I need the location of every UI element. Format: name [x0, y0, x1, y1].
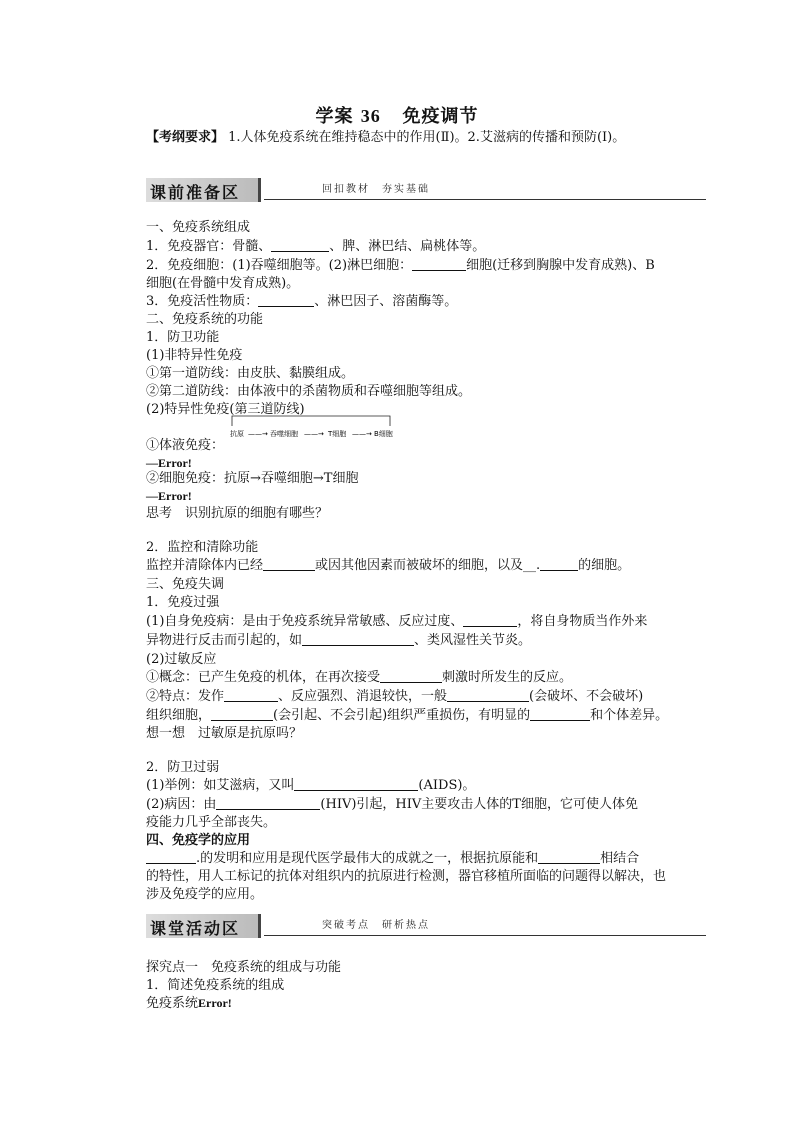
section-band — [146, 178, 261, 202]
text-line — [146, 758, 666, 777]
text: ①概念：已产生免疫的机体，在再次接受 — [146, 670, 381, 685]
text: 、反应强烈、消退较快，一般 — [278, 689, 448, 704]
flow-bracket — [232, 416, 390, 426]
exam-requirements — [146, 126, 625, 145]
text-line — [146, 556, 666, 575]
fill-blank[interactable] — [211, 707, 273, 721]
section-heading: 课堂活动区 — [150, 919, 241, 938]
text: ②第二道防线：由体液中的杀菌物质和吞噬细胞等组成。 — [146, 384, 472, 399]
text: ①体液免疫： — [146, 438, 225, 453]
text-line — [146, 382, 666, 401]
text-line — [146, 867, 666, 886]
text: (HIV)引起，HIV主要攻击人体的T细胞，它可使人体免 — [320, 797, 638, 812]
text: 、脾、淋巴结、扁桃体等。 — [329, 239, 486, 254]
requirements-label: 【考纲要求】 — [146, 130, 225, 145]
text: 3．免疫活性物质： — [146, 294, 259, 309]
text: 2．免疫细胞：(1)吞噬细胞等。(2)淋巴细胞： — [146, 258, 413, 273]
text: 疫能力几乎全部丧失。 — [146, 815, 277, 830]
flow-arrow: ——→ — [304, 430, 324, 438]
text: 、类风湿性关节炎。 — [414, 633, 532, 648]
flow-node: 抗原 — [230, 430, 244, 438]
page-title — [0, 102, 794, 128]
text-line — [146, 400, 666, 419]
fill-blank[interactable] — [294, 777, 418, 791]
text: 2．监控和清除功能 — [146, 540, 259, 555]
text: (2)过敏反应 — [146, 652, 217, 667]
text: (2)特异性免疫(第三道防线) — [146, 402, 305, 417]
text-line — [146, 256, 666, 275]
heading-1: 一、免疫系统组成 — [146, 220, 251, 235]
fill-blank[interactable] — [302, 632, 414, 646]
text-line — [146, 364, 666, 383]
fill-blank[interactable] — [263, 557, 315, 571]
text: 细胞(在骨髓中发育成熟)。 — [146, 276, 300, 291]
text: 组织细胞， — [146, 708, 212, 723]
text-line — [146, 724, 666, 743]
text: 1．简述免疫系统的组成 — [146, 978, 285, 993]
text-line — [146, 237, 666, 256]
flow-node: B细胞 — [374, 430, 393, 438]
section-header-pre — [146, 178, 706, 202]
text: ①第一道防线：由皮肤、黏膜组成。 — [146, 366, 355, 381]
fill-blank[interactable] — [258, 293, 314, 307]
text-line — [146, 976, 666, 995]
text-line — [146, 776, 666, 795]
text-line — [146, 650, 666, 669]
fill-blank[interactable] — [538, 850, 600, 864]
title-number: 36 — [360, 106, 381, 126]
text-line — [146, 706, 669, 725]
section-subtitle: 回扣教材 夯实基础 — [322, 184, 430, 195]
requirements-text: 1.人体免疫系统在维持稳态中的作用(Ⅱ)。2.艾滋病的传播和预防(Ⅰ)。 — [228, 130, 626, 145]
text: 细胞(迁移到胸腺中发育成熟)、B — [466, 258, 655, 273]
text-line — [146, 668, 666, 687]
fill-blank[interactable] — [224, 688, 278, 702]
text: 想一想 过敏原是抗原吗？ — [146, 726, 303, 741]
flow-node: T细胞 — [328, 430, 347, 438]
text: 1．免疫过强 — [146, 595, 220, 610]
text-line — [146, 504, 666, 523]
text: 四、免疫学的应用 — [146, 833, 251, 848]
text: —Error! — [146, 489, 192, 503]
text-line — [146, 292, 666, 311]
title-topic: 免疫调节 — [402, 106, 479, 127]
text: ②细胞免疫：抗原→吞噬细胞→T细胞 — [146, 471, 359, 486]
text-line — [146, 218, 666, 237]
text: ②特点：发作 — [146, 689, 225, 704]
section-heading: 课前准备区 — [150, 183, 241, 202]
fill-blank[interactable] — [447, 688, 529, 702]
text: (1)举例：如艾滋病，又叫 — [146, 778, 295, 793]
text: (会引起、不会引起)组织严重损伤，有明显的 — [273, 708, 531, 723]
text: 1．防卫功能 — [146, 330, 220, 345]
flow-arrow: ——→ — [248, 430, 268, 438]
text: 2．防卫过弱 — [146, 760, 220, 775]
text-line — [146, 831, 666, 850]
text: 或因其他因素而被破坏的细胞，以及__. — [315, 558, 541, 573]
text-line — [146, 958, 666, 977]
title-prefix: 学案 — [315, 106, 354, 127]
text-line — [146, 274, 666, 293]
text-line — [146, 994, 666, 1013]
fill-blank[interactable] — [412, 257, 466, 271]
error-text: Error! — [198, 996, 232, 1010]
text: 、淋巴因子、溶菌酶等。 — [314, 294, 458, 309]
fill-blank[interactable] — [540, 557, 578, 571]
text: 相结合 — [600, 851, 640, 866]
text-line — [146, 795, 666, 814]
text: 异物进行反击而引起的，如 — [146, 633, 303, 648]
text-line — [146, 813, 666, 832]
text-line — [146, 575, 666, 594]
text: 1．免疫器官：骨髓、 — [146, 239, 272, 254]
fill-blank[interactable] — [463, 613, 517, 627]
text: 监控并清除体内已经 — [146, 558, 264, 573]
text: 涉及免疫学的应用。 — [146, 887, 264, 902]
section-header-class — [146, 914, 706, 938]
text: .的发明和应用是现代医学最伟大的成就之一，根据抗原能和 — [196, 851, 539, 866]
text: 三、免疫失调 — [146, 577, 225, 592]
text: (1)非特异性免疫 — [146, 348, 243, 363]
text: 免疫系统 — [146, 996, 199, 1011]
fill-blank[interactable] — [530, 707, 590, 721]
section-rule — [264, 935, 706, 936]
text: —Error! — [146, 456, 192, 470]
fill-blank[interactable] — [271, 238, 329, 252]
text-line — [146, 346, 666, 365]
text: 思考 识别抗原的细胞有哪些？ — [146, 506, 329, 521]
text-line — [146, 310, 666, 329]
text: 二、免疫系统的功能 — [146, 312, 264, 327]
flow-node: 吞噬细胞 — [270, 430, 298, 438]
text: (会破坏、不会破坏) — [529, 689, 644, 704]
text-line — [146, 469, 666, 488]
text-line — [146, 885, 666, 904]
section-band — [146, 914, 261, 938]
text-line — [146, 593, 666, 612]
flow-arrow: ——→ — [352, 430, 372, 438]
text: 的细胞。 — [578, 558, 631, 573]
text-line — [146, 687, 666, 706]
fill-blank[interactable] — [146, 850, 196, 864]
text-line — [146, 328, 666, 347]
text-line — [146, 612, 666, 631]
text: 和个体差异。 — [590, 708, 669, 723]
humoral-flow-diagram — [230, 412, 400, 438]
section-subtitle: 突破考点 研析热点 — [322, 920, 430, 931]
text: 刺激时所发生的反应。 — [442, 670, 573, 685]
text: (2)病因：由 — [146, 797, 217, 812]
text: 探究点一 免疫系统的组成与功能 — [146, 960, 342, 975]
text-line — [146, 436, 666, 455]
text-line — [146, 631, 666, 650]
text: 的特性，用人工标记的抗体对组织内的抗原进行检测，器官移植所面临的问题得以解决，也 — [146, 869, 667, 884]
text-line — [146, 538, 666, 557]
flow-svg — [230, 412, 400, 438]
fill-blank[interactable] — [216, 796, 320, 810]
text-line — [146, 849, 666, 868]
section-rule — [264, 199, 706, 200]
text: (1)自身免疫病：是由于免疫系统异常敏感、反应过度、 — [146, 614, 464, 629]
text: ，将自身物质当作外来 — [517, 614, 648, 629]
text: (AIDS)。 — [418, 778, 476, 793]
fill-blank[interactable] — [380, 669, 442, 683]
